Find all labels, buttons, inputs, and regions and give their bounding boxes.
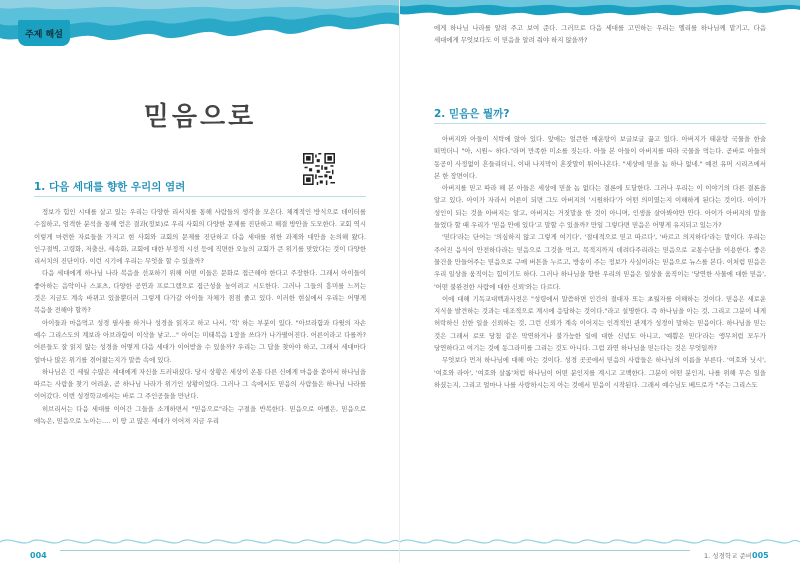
paragraph: 아버지와 아들이 식탁에 앉아 있다. 앞에는 얼큰한 매운탕이 보글보글 끓고 있다. 아버지가 태운탕 국물을 한술 떠먹더니 "아, 시원~ 하다."라며 만족한 미소를 짓는다. 아들 본 아들이 아버지를 따라 국물을 먹는다. 곧바로 아들의 동공이 사정없이 흔들리더니, 이내 나지막이 혼잣말이 튀어나온다. "세상에 믿을 놈 하나 없네." 예전 유머 시리즈에서 본 한 장면이다. bbox=[434, 135, 766, 180]
page-number: 005 bbox=[752, 551, 769, 560]
paragraph: 이에 대해 기독교대백과사전은 "성령에서 말씀하면 인간의 절대자 또는 초월자를 이해하는 것이다. 믿음은 새로운 지식을 발견하는 것과는 대조적으로 계시에 응답하는 것이다."라고 설명한다. 즉 하나님을 아는 것, 그리고 그분이 내게 허락하신 선한 일을 신뢰하는 것, 그런 신뢰가 계속 이어지는 인격적인 관계가 성경이 말하는 믿음이다. 하나님을 믿는 것은 그래서 로또 당첨 같은 막연하거나 불가능한 일에 대한 신념도 아니고, '예쁨은 믿다'라는 앵무처럼 모두가 당연하다고 여기는 것에 동그라미를 그리는 것도 아니다. 그럼 과연 하나님을 믿는다는 것은 무엇일까? bbox=[434, 294, 766, 353]
paragraph: 에게 하나님 나라를 알려 주고 보여 준다. 그러므로 다음 세대를 고민하는 우리는 엘리를 하나님께 맡기고, 다음 세대에게 무엇보다도 이 믿음을 알려 줘야 하지 않을까? bbox=[434, 24, 766, 45]
paragraph: 무엇보다 먼저 하나님에 대해 아는 것이다. 성경 곳곳에서 믿음의 사람들은 하나님의 이름을 부른다. '여호와 닛시', '여호와 라아', '여호와 살롬'처럼 하나님이 어떤 분인지를 계시고 고백한다. 그분이 어떤 분인지, 나를 위해 무슨 일을 하셨는지, 그리고 얼마나 나를 사랑하시는지 아는 것에서 믿음이 시작된다. 그래서 예수님도 베드로가 "주는 그리스도 bbox=[434, 356, 766, 389]
left-body-text bbox=[34, 206, 366, 518]
section-tab-label: 주제 해설 bbox=[18, 20, 70, 46]
paragraph: 아이들과 마음먹고 성경 필사를 하거나 성경을 읽자고 하고 나서, '헉' 하는 부분이 있다. "아브라함과 다윗의 자손 예수 그리스도의 계보라 아브라함이 이삭을 낳고…" 아이는 미태복음 1장을 쓰다가 나가떨어진다. 어른이라고 다를까? 어른들도 잘 읽지 않는 성경을 어떻게 다음 세대가 이어받을 수 있을까? 우리는 그 답을 찾아야 하고, 그래서 세대마다 얼마나 많은 위기를 겪어왔는지가 말씀 속에 있다. bbox=[34, 318, 366, 364]
paragraph: 히브리서는 다음 세대를 이어간 그들을 소개하면서 "믿음으로"라는 구절을 반복한다. 믿음으로 아벨은, 믿음으로 에녹은, 믿음으로 노아는…. 이 땅 고 많은 세대가 이어져 지금 우리 bbox=[34, 404, 366, 426]
page-title: 믿음으로 bbox=[143, 102, 257, 132]
right-body-text bbox=[434, 133, 766, 518]
section-1-heading: 1. 다음 세대를 향한 우리의 염려 bbox=[34, 181, 186, 193]
paragraph: '믿다'라는 단어는 '의심하지 않고 그렇게 여기다', '절대적으로 믿고 따르다', '바르고 의지하다'라는 말이다. 우리는 주어진 음식이 안전하다라는 믿음으로 그것을 먹고, 목적지까지 데려다주리라는 믿음으로 교통수단을 이용한다. 좋은 물건을 만들어주는 믿음으로 구매 버튼을 누르고, 방송이 주는 정보가 사실이라는 믿음으로 뉴스를 본다. 이처럼 믿음은 우리 일상을 움직이는 힘이기도 하다. 그러나 하나님을 향한 우리의 믿음은 일상을 움직이는 '당연한 사물에 대한 믿음', '어떤 불완전한 사람에 대한 신뢰'와는 다르다. bbox=[434, 233, 766, 291]
wave-bottom-decoration bbox=[400, 536, 800, 546]
right-continuation-text bbox=[434, 22, 766, 60]
paragraph: 정보가 힘인 시대를 살고 있는 우리는 다양한 리서치를 통해 사람들의 생각을 모은다. 체계적인 방식으로 데이터를 수집하고, 엄격한 분석을 통해 얻은 결과(정보)로 우리 사회의 다양한 문제를 진단하고 해결 방안을 도모한다. 교회 역시 이렇게 마련한 자료들을 가지고 현 사회와 교회의 문제를 진단하고 다음 세대를 위한 과제와 대안을 논의해 왔다. 인구절벽, 고령화, 저출산, 세속화, 교회에 대한 부정적 시선 등에 직면한 오늘의 교회가 큰 위기를 맞았다는 것이 다양한 리서치의 진단이다. 이런 시기에 우리는 무엇을 할 수 있을까? bbox=[34, 208, 366, 266]
paragraph: 하나님은 긴 세월 수많은 세대에게 자신을 드러내셨다. 당시 상황은 세상이 온통 다른 신에게 마음을 쏟아서 하나님을 따르는 사람을 찾기 어려운, 곧 하나님 나라가 위기인 상황이었다. 그러나 그 속에서도 믿음의 사람들은 하나님 나라를 이어갔다. 이번 성경학교에서는 바로 그 주인공들을 만난다. bbox=[34, 367, 366, 401]
paragraph: 다음 세대에게 하나님 나라 복음을 선포하기 위해 어떤 이들은 문화로 접근해야 한다고 주장한다. 그래서 아이들이 좋아하는 음악이나 스포츠, 다양한 공연과 프로그램으로 접근성을 높이려고 시도한다. 그러나 그들의 흥미를 느끼는 것은 지금도 계속 바뀌고 있을뿐더러 그렇게 다가갈 아이들 자체가 점점 줄고 있다. 이러한 현실에서 우리는 어떻게 복음을 전해야 할까? bbox=[34, 269, 366, 315]
paragraph: 아버지를 믿고 따라 해 본 아들은 세상에 믿을 놈 없다는 결론에 도달한다. 그러나 우리는 이 이야기의 다른 결론을 알고 있다. 아이가 자라서 어른이 되면 그도 아버지의 '시원하다'가 어떤 의미였는지 이해하게 된다는 것이다. 아이가 성인이 되는 것을 아버지는 알고, 아버지는 거짓말을 한 것이 아니며, 인생을 살아봐야만 안다. 아이가 아버지의 말을 들었다 할 때 우리가 '믿음 안에 있다'고 말할 수 있을까? 만일 그렇다면 믿음은 어떻게 유지되고 있는가? bbox=[434, 184, 766, 230]
section-2-divider bbox=[434, 123, 766, 124]
right-page bbox=[400, 0, 800, 563]
qr-code-icon[interactable] bbox=[303, 153, 335, 185]
page-number: 004 bbox=[30, 551, 47, 560]
wave-bottom-decoration bbox=[0, 536, 400, 546]
footer-divider bbox=[60, 550, 400, 551]
footer-divider bbox=[400, 550, 690, 551]
chapter-footer-note: 1. 성경학교 준비 bbox=[704, 552, 753, 560]
section-2-heading: 2. 믿음은 뭘까? bbox=[434, 108, 510, 120]
section-1-divider bbox=[34, 196, 366, 197]
